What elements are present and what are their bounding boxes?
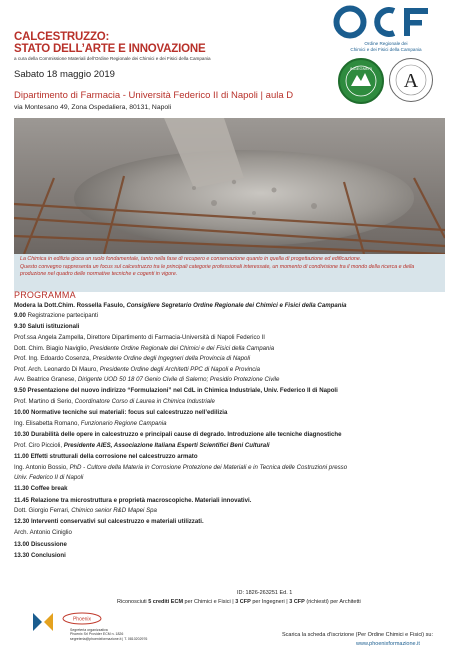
segreteria-line2: Phoenix Srl Provider ECM n. 1826 <box>70 632 124 637</box>
item-text: Registrazione partecipanti <box>27 312 99 319</box>
intro-text-2: Questo convegno rappresenta un focus sul calcestruzzo tra le principali categorie professionali interessate, un momento di condivisione tra il mondo della ricerca e della produzione nel quadro delle normative tecniche e cogenti in vigore. <box>20 263 415 277</box>
speaker-role: Chimico senior R&D Mapei Spa <box>71 507 157 514</box>
greeting-role: Dirigente UOD 50 18 07 Genio Civile di Salerno; Presidio Protezione Civile <box>77 376 280 383</box>
concrete-photo <box>14 118 445 254</box>
greeting-role: Presidente Ordine Regionale dei Chimici e dei Fisici della Campania <box>89 344 275 352</box>
greeting-name: Prof. Ing. Edoardo Cosenza, <box>14 355 91 362</box>
seal-letter: A <box>403 70 419 92</box>
seal-label: INGEGNERI <box>349 66 373 71</box>
event-date: Sabato 18 maggio 2019 <box>14 69 115 80</box>
phoenix-label: Phoenix <box>72 616 92 623</box>
speaker-role: Presidente AIES, Associazione Italiana Esperti Scientifici Beni Culturali <box>63 441 270 449</box>
item-time: 9.00 <box>14 312 26 319</box>
speaker-name: Arch. Antonio Ciniglio <box>14 529 72 536</box>
credits-mid2: per Ingegneri | <box>250 599 290 605</box>
architetti-seal <box>389 58 433 102</box>
speaker-role: PhD - Cultore della Materia in Corrosione Protezione dei Materiali e in Tecnica delle Costruzioni presso <box>69 463 348 471</box>
segreteria <box>70 628 147 641</box>
item-time: 9.30 <box>14 323 26 330</box>
moderator-role: Consigliere Segretario Ordine Regionale dei Chimici e Fisici della Campania <box>126 302 347 309</box>
speaker-role: Funzionario Regione Campania <box>80 419 167 427</box>
credits-mid1: per Chimici e Fisici | <box>183 599 236 605</box>
credits-mid3: (richiesti) per Architetti <box>304 599 361 605</box>
greeting-line <box>14 333 265 342</box>
moderator-line <box>14 301 347 310</box>
credits-pre: Riconosciuti <box>117 599 149 605</box>
subtitle: a cura della Commissione Materiali dell’Ordine Regionale dei Chimici e dei Fisici della Campania <box>14 56 211 61</box>
agenda-item <box>14 311 98 320</box>
programma-heading: PROGRAMMA <box>14 290 76 300</box>
greeting-role: Direttore Dipartimento di Farmacia-Università di Napoli Federico II <box>86 334 265 341</box>
greeting-line <box>14 365 260 374</box>
ocf-subtitle-line2: Chimici e dei Fisici della Campania <box>350 46 422 52</box>
speaker-line <box>14 419 166 428</box>
segreteria-line1: Segreteria organizzativa <box>70 628 108 632</box>
greeting-line <box>14 375 279 384</box>
greeting-name: Prof. Arch. Leonardo Di Mauro, <box>14 365 98 373</box>
segreteria-line3: segreteria@phoenixformazione.it | T. 0810202976 <box>70 636 148 641</box>
credits-ecm: 5 crediti ECM <box>148 599 184 605</box>
greeting-name: Prof.ssa Angela Zampella, <box>14 334 86 341</box>
talk-title: 10.00 Normative tecniche sui materiali: focus sul calcestruzzo nell’edilizia <box>14 409 228 416</box>
credits-cfp-ing: 3 CFP <box>235 599 251 605</box>
intro-text-1: La Chimica in edilizia gioca un ruolo fondamentale, tanto nella fase di recupero e conservazione quanto in quella di progettazione ed edificazione. <box>20 256 362 262</box>
talk-title: 11.00 Effetti strutturali della corrosione nel calcestruzzo armato <box>14 453 198 460</box>
greeting-line <box>14 354 250 363</box>
discussione: 13.00 Discussione <box>14 540 67 548</box>
credits-line <box>117 599 361 605</box>
talk-title: 11.45 Relazione tra microstruttura e proprietà macroscopiche. Materiali innovativi. <box>14 496 252 504</box>
greeting-name: Avv. Beatrice Granese, <box>14 376 77 383</box>
item-text: Saluti istituzionali <box>27 323 80 330</box>
ingegneri-seal <box>338 58 384 104</box>
speaker-line <box>14 506 157 515</box>
download-note: Scarica la scheda d’iscrizione (Per Ordine Chimici e Fisici) su: <box>282 632 433 638</box>
title-line-2: STATO DELL’ARTE E INNOVAZIONE <box>14 43 206 55</box>
speaker-line <box>14 397 215 406</box>
talk-title: 12.30 Interventi conservativi sul calcestruzzo e materiali utilizzati. <box>14 518 204 525</box>
phoenix-logo <box>62 612 102 625</box>
ocf-subtitle <box>336 41 436 52</box>
ocf-subtitle-line1: Ordine Regionale dei <box>364 41 408 46</box>
conclusioni: 13.30 Conclusioni <box>14 552 66 559</box>
talk-title: 9.50 Presentazione del nuovo indirizzo “Formulazioni” nel CdL in Chimica Industriale, Univ. Federico II di Napoli <box>14 387 338 394</box>
speaker-line <box>14 463 347 472</box>
greeting-line <box>14 344 274 353</box>
speaker-role-cont: Univ. Federico II di Napoli <box>14 474 84 481</box>
speaker-name: Prof. Martino di Serio, <box>14 397 73 405</box>
speaker-name: Ing. Elisabetta Romano, <box>14 419 80 427</box>
address: via Montesano 49, Zona Ospedaliera, 80131, Napoli <box>14 104 172 111</box>
ecm-id: ID: 1826-263251 Ed. 1 <box>237 590 293 596</box>
title-line-1: CALCESTRUZZO: <box>14 31 110 43</box>
ocf-logo <box>332 5 436 39</box>
greeting-role: Presidente Ordine degli Ingegneri della Provincia di Napoli <box>92 355 251 362</box>
greeting-role: Presidente Ordine degli Architetti PPC di Napoli e Provincia <box>99 365 261 373</box>
website-link[interactable]: www.phoenixformazione.it <box>356 641 420 647</box>
speaker-line <box>14 441 270 450</box>
speaker-name: Ing. Antonio Bossio, <box>14 463 68 471</box>
greeting-name: Dott. Chim. Biagio Naviglio, <box>14 344 89 352</box>
venue: Dipartimento di Farmacia - Università Federico II di Napoli | aula D <box>14 90 294 101</box>
speaker-name: Prof. Ciro Piccioli, <box>14 441 63 449</box>
coffee-break: 11.30 Coffee break <box>14 485 68 492</box>
speaker-name: Dott. Giorgio Ferrari, <box>14 507 70 514</box>
speaker-role: Coordinatore Corso di Laurea in Chimica Industriale <box>74 397 215 405</box>
moderator-label: Modera la Dott.Chim. Rossella Fasulo, <box>14 302 125 309</box>
agenda-item <box>14 322 79 331</box>
talk-title: 10.30 Durabilità delle opere in calcestruzzo e principali cause di degrado. Introduzione alle tecniche diagnostiche <box>14 431 342 438</box>
credits-cfp-arch: 3 CFP <box>289 599 305 605</box>
provider-logo <box>30 611 56 633</box>
